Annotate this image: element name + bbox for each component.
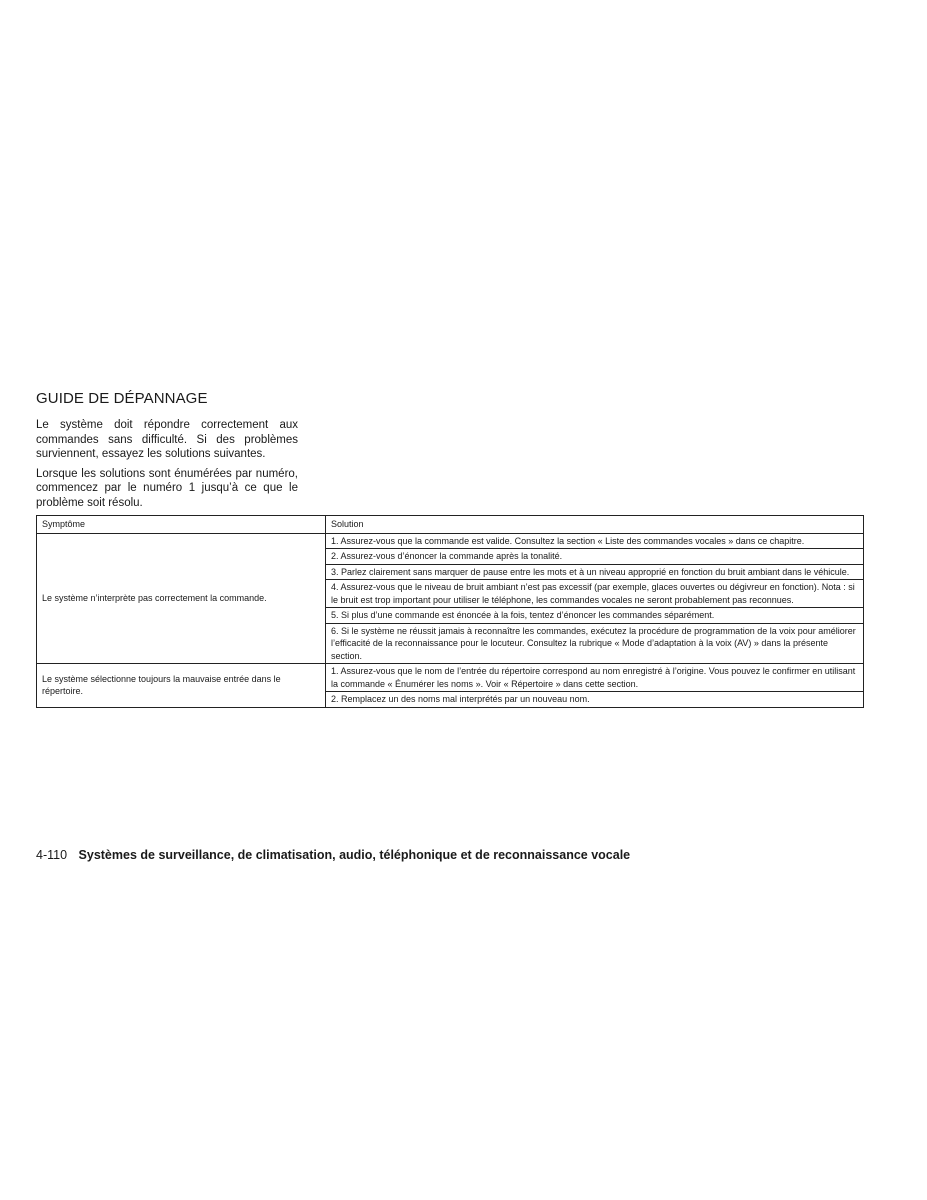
solution-cell: 3. Parlez clairement sans marquer de pause entre les mots et à un niveau approprié en fonction du bruit ambiant dans le véhicule.: [326, 564, 864, 580]
symptom-cell: Le système n’interprète pas correctement la commande.: [37, 533, 326, 664]
solution-cell: 4. Assurez-vous que le niveau de bruit ambiant n’est pas excessif (par exemple, glaces ouvertes ou dégivreur en fonction). Nota : si le bruit est trop important pour utiliser le téléphone, les commandes vocales ne seront probablement pas reconnues.: [326, 580, 864, 608]
solution-cell: 2. Assurez-vous d’énoncer la commande après la tonalité.: [326, 549, 864, 565]
table-row: [37, 533, 864, 549]
solution-cell: 1. Assurez-vous que le nom de l’entrée du répertoire correspond au nom enregistré à l’origine. Vous pouvez le confirmer en utilisant la commande « Énumérer les noms ». Voir « Répertoire » dans cette section.: [326, 664, 864, 692]
page-footer: [36, 848, 630, 862]
header-symptom: Symptôme: [37, 516, 326, 534]
symptom-cell: Le système sélectionne toujours la mauvaise entrée dans le répertoire.: [37, 664, 326, 708]
chapter-title: Systèmes de surveillance, de climatisation, audio, téléphonique et de reconnaissance vocale: [78, 848, 631, 862]
intro-text: [36, 418, 298, 515]
solution-cell: 5. Si plus d’une commande est énoncée à la fois, tentez d’énoncer les commandes séparément.: [326, 608, 864, 624]
solution-cell: 6. Si le système ne réussit jamais à reconnaître les commandes, exécutez la procédure de programmation de la voix pour améliorer l’efficacité de la reconnaissance pour le locuteur. Consultez la rubrique « Mode d’adaptation à la voix (AV) » dans la présente section.: [326, 623, 864, 664]
section-title: GUIDE DE DÉPANNAGE: [36, 390, 208, 407]
troubleshooting-table: [36, 515, 864, 708]
intro-paragraph: Le système doit répondre correctement aux commandes sans difficulté. Si des problèmes surviennent, essayez les solutions suivantes.: [36, 419, 298, 460]
page-number: 4-110: [36, 848, 68, 862]
solution-cell: 1. Assurez-vous que la commande est valide. Consultez la section « Liste des commandes vocales » dans ce chapitre.: [326, 533, 864, 549]
table-header-row: [37, 516, 864, 534]
intro-paragraph: Lorsque les solutions sont énumérées par numéro, commencez par le numéro 1 jusqu’à ce que le problème soit résolu.: [36, 467, 298, 509]
solution-cell: 2. Remplacez un des noms mal interprétés par un nouveau nom.: [326, 692, 864, 708]
table-row: [37, 664, 864, 692]
header-solution: Solution: [326, 516, 864, 534]
